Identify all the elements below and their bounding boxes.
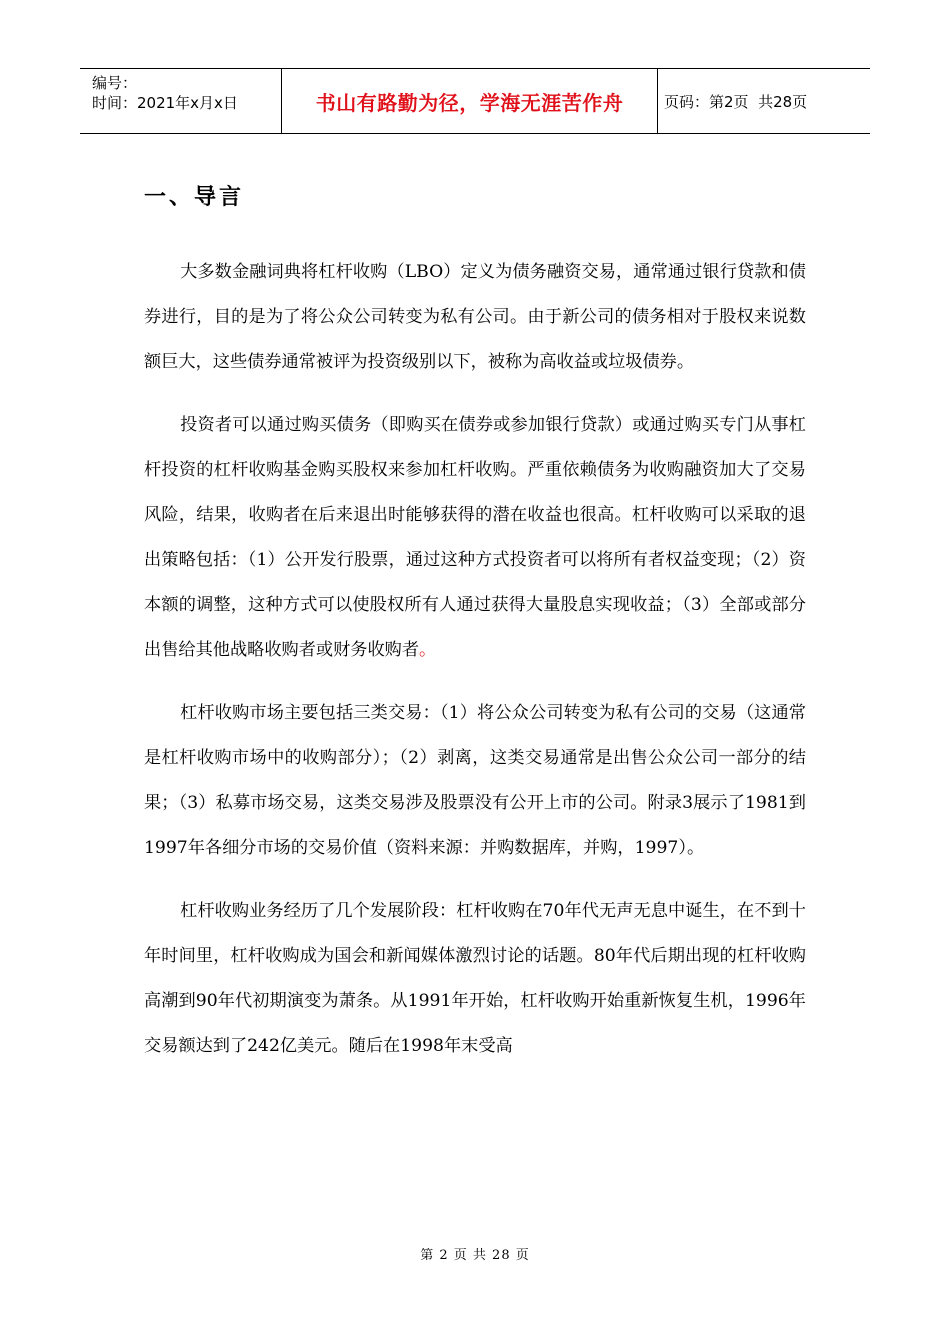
header-meta	[80, 69, 282, 133]
paragraph-2-end-mark: 。	[419, 640, 437, 660]
paragraph-4	[144, 889, 806, 1069]
page-header	[80, 68, 870, 134]
body-content	[144, 250, 806, 1087]
paragraph-4-text: 杠杆收购业务经历了几个发展阶段：杠杆收购在70年代无声无息中诞生，在不到十年时间里，杠杆收购成为国会和新闻媒体激烈讨论的话题。80年代后期出现的杠杆收购高潮到90年代初期演变为萧条。从1991年开始，杠杆收购开始重新恢复生机，1996年交易额达到了242亿美元。随后在1998年末受高	[144, 901, 806, 1056]
page-footer: 第 2 页 共 28 页	[420, 1248, 530, 1263]
header-time-label: 时间：2021年x月x日	[92, 94, 238, 112]
header-page-info	[658, 69, 870, 133]
paragraph-2	[144, 403, 806, 673]
paragraph-2-text: 投资者可以通过购买债务（即购买在债券或参加银行贷款）或通过购买专门从事杠杆投资的杠杆收购基金购买股权来参加杠杆收购。严重依赖债务为收购融资加大了交易风险，结果，收购者在后来退出时能够获得的潜在收益也很高。杠杆收购可以采取的退出策略包括：（1）公开发行股票，通过这种方式投资者可以将所有者权益变现；（2）资本额的调整，这种方式可以使股权所有人通过获得大量股息实现收益；（3）全部或部分出售给其他战略收购者或财务收购者	[144, 415, 806, 660]
header-page-info-text: 页码：第2页 共28页	[664, 92, 808, 111]
paragraph-3-text: 杠杆收购市场主要包括三类交易：（1）将公众公司转变为私有公司的交易（这通常是杠杆收购市场中的收购部分）；（2）剥离，这类交易通常是出售公众公司一部分的结果；（3）私募市场交易，这类交易涉及股票没有公开上市的公司。附录3展示了1981到1997年各细分市场的交易价值（资料来源：并购数据库，并购，1997）。	[144, 703, 806, 858]
paragraph-1-text: 大多数金融词典将杠杆收购（LBO）定义为债务融资交易，通常通过银行贷款和债券进行，目的是为了将公众公司转变为私有公司。由于新公司的债务相对于股权来说数额巨大，这些债券通常被评为投资级别以下，被称为高收益或垃圾债券。	[144, 262, 806, 372]
paragraph-3	[144, 691, 806, 871]
header-motto: 书山有路勤为径，学海无涯苦作舟	[282, 69, 658, 133]
header-number-label: 编号：	[92, 74, 138, 92]
paragraph-1	[144, 250, 806, 385]
section-title: 一、导言	[144, 185, 245, 210]
